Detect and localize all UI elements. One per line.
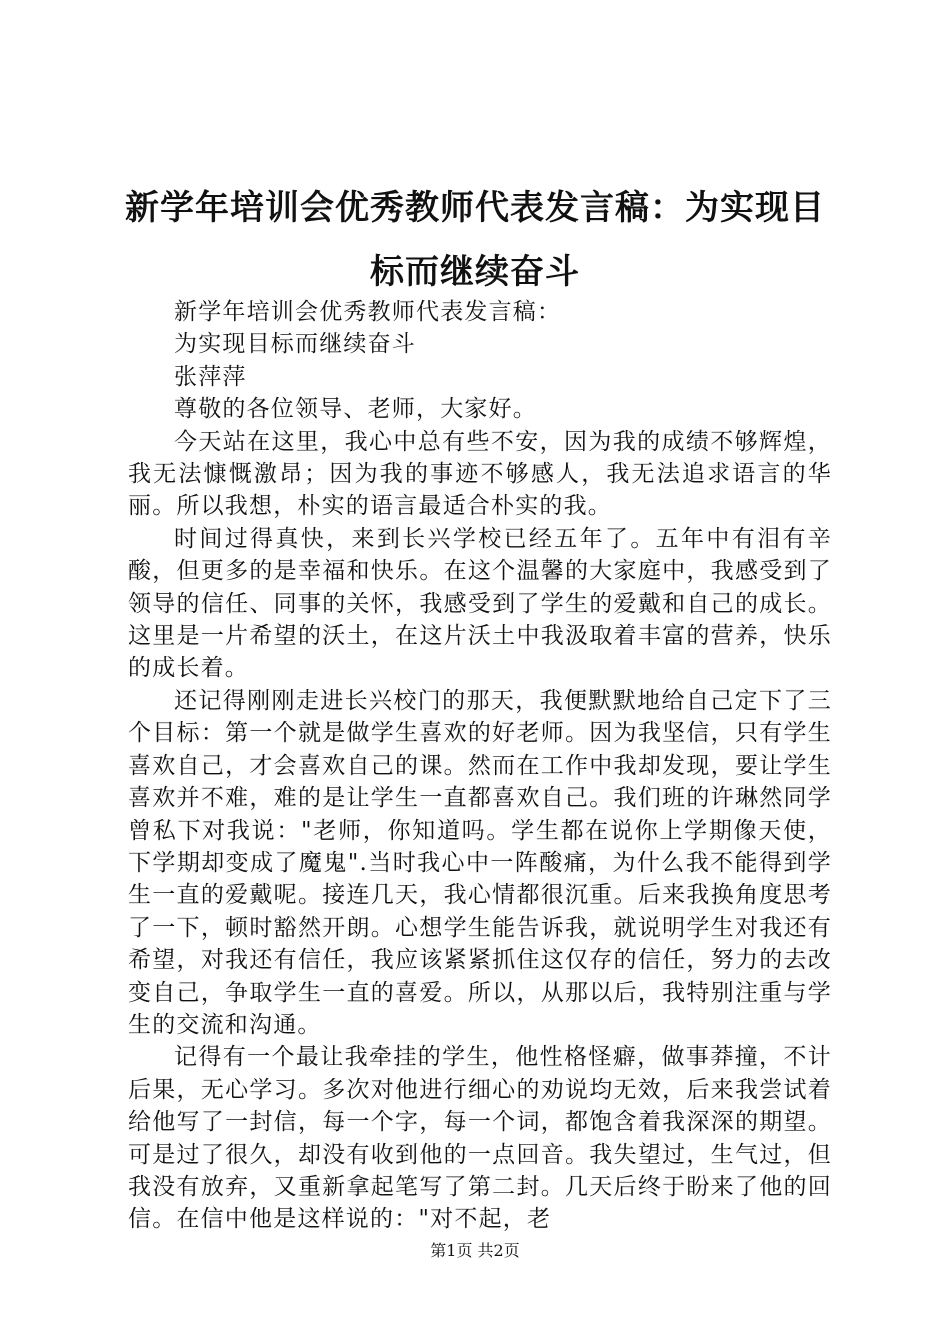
document-title: 新学年培训会优秀教师代表发言稿：为实现目标而继续奋斗 <box>125 188 825 292</box>
paragraph-body: 时间过得真快，来到长兴学校已经五年了。五年中有泪有辛酸，但更多的是幸福和快乐。在这个温馨的大家庭中，我感受到了领导的信任、同事的关怀，我感受到了学生的爱戴和自己的成长。这里是一片希望的沃土，在这片沃土中我汲取着丰富的营养，快乐的成长着。 <box>128 525 832 682</box>
paragraph-author: 张萍萍 <box>174 363 247 390</box>
paragraph-body: 记得有一个最让我牵挂的学生，他性格怪癖，做事莽撞，不计后果，无心学习。多次对他进行细心的劝说均无效，后来我尝试着给他写了一封信，每一个字，每一个词，都饱含着我深深的期望。可是过了很久，却没有收到他的一点回音。我失望过，生气过，但我没有放弃，又重新拿起笔写了第二封。几天后终于盼来了他的回信。在信中他是这样说的："对不起，老 <box>128 1044 832 1233</box>
paragraph-body: 还记得刚刚走进长兴校门的那天，我便默默地给自己定下了三个目标：第一个就是做学生喜欢的好老师。因为我坚信，只有学生喜欢自己，才会喜欢自己的课。然而在工作中我却发现，要让学生喜欢并不难，难的是让学生一直都喜欢自己。我们班的许琳然同学曾私下对我说："老师，你知道吗。学生都在说你上学期像天使，下学期却变成了魔鬼".当时我心中一阵酸痛，为什么我不能得到学生一直的爱戴呢。接连几天，我心情都很沉重。后来我换角度思考了一下，顿时豁然开朗。心想学生能告诉我，就说明学生对我还有希望，对我还有信任，我应该紧紧抓住这仅存的信任，努力的去改变自己，争取学生一直的喜爱。所以，从那以后，我特别注重与学生的交流和沟通。 <box>128 687 832 1038</box>
paragraph-body: 今天站在这里，我心中总有些不安，因为我的成绩不够辉煌，我无法慷慨激昂；因为我的事迹不够感人，我无法追求语言的华丽。所以我想，朴实的语言最适合朴实的我。 <box>128 428 832 520</box>
paragraph-greeting: 尊敬的各位领导、老师，大家好。 <box>174 396 537 423</box>
paragraph-subtitle-line-2: 为实现目标而继续奋斗 <box>174 331 416 358</box>
page-footer: 第1页 共2页 <box>430 1241 520 1260</box>
document-body <box>128 296 832 1236</box>
paragraph-subtitle-line-1: 新学年培训会优秀教师代表发言稿： <box>174 299 562 325</box>
